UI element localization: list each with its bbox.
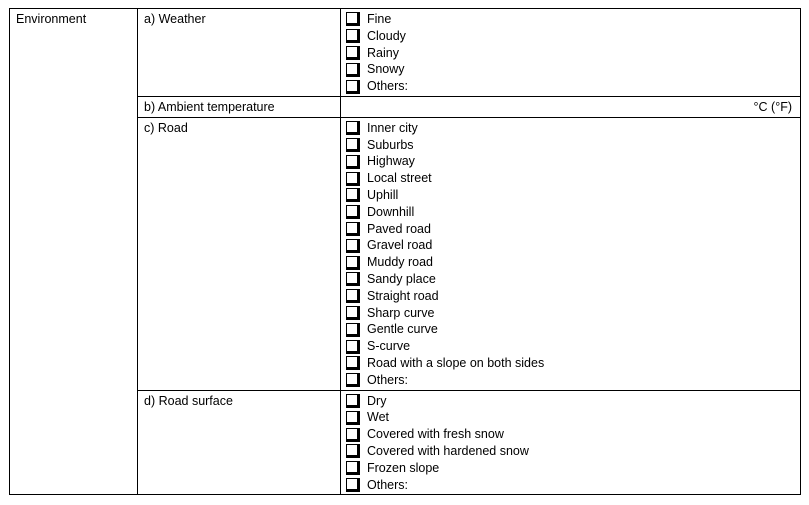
checkbox-label: Others: bbox=[367, 372, 408, 387]
checkbox-icon[interactable] bbox=[346, 411, 360, 425]
checkbox-option[interactable] bbox=[346, 61, 794, 78]
checkbox-icon[interactable] bbox=[346, 121, 360, 135]
weather-row bbox=[10, 9, 801, 97]
checkbox-label: Others: bbox=[367, 477, 408, 492]
checkbox-icon[interactable] bbox=[346, 256, 360, 270]
checkbox-label: Wet bbox=[367, 410, 389, 425]
checkbox-option[interactable] bbox=[346, 28, 794, 45]
checkbox-option[interactable] bbox=[346, 137, 794, 154]
checkbox-option[interactable] bbox=[346, 254, 794, 271]
checkbox-icon[interactable] bbox=[346, 289, 360, 303]
checkbox-option[interactable] bbox=[346, 426, 794, 443]
checkbox-label: Sandy place bbox=[367, 271, 436, 286]
checkbox-label: S-curve bbox=[367, 339, 411, 354]
checkbox-icon[interactable] bbox=[346, 63, 360, 77]
checkbox-option[interactable] bbox=[346, 120, 794, 137]
form-body bbox=[10, 9, 801, 495]
checkbox-option[interactable] bbox=[346, 393, 794, 410]
road-options bbox=[341, 117, 801, 390]
checkbox-icon[interactable] bbox=[346, 394, 360, 408]
checkbox-icon[interactable] bbox=[346, 306, 360, 320]
checkbox-option[interactable] bbox=[346, 443, 794, 460]
checkbox-icon[interactable] bbox=[346, 323, 360, 337]
checkbox-label: Covered with fresh snow bbox=[367, 427, 504, 442]
ambient-temperature-label: b) Ambient temperature bbox=[138, 96, 341, 117]
checkbox-icon[interactable] bbox=[346, 356, 360, 370]
checkbox-icon[interactable] bbox=[346, 428, 360, 442]
checkbox-option[interactable] bbox=[346, 78, 794, 95]
checkbox-label: Muddy road bbox=[367, 255, 434, 270]
ambient-temperature-field[interactable] bbox=[341, 96, 801, 117]
checkbox-icon[interactable] bbox=[346, 340, 360, 354]
checkbox-option[interactable] bbox=[346, 321, 794, 338]
checkbox-icon[interactable] bbox=[346, 478, 360, 492]
checkbox-label: Cloudy bbox=[367, 28, 406, 43]
checkbox-option[interactable] bbox=[346, 204, 794, 221]
checkbox-icon[interactable] bbox=[346, 12, 360, 26]
checkbox-label: Road with a slope on both sides bbox=[367, 355, 545, 370]
checkbox-option[interactable] bbox=[346, 187, 794, 204]
checkbox-option[interactable] bbox=[346, 372, 794, 389]
road-surface-options bbox=[341, 390, 801, 495]
checkbox-option[interactable] bbox=[346, 237, 794, 254]
checkbox-label: Dry bbox=[367, 393, 387, 408]
checkbox-label: Paved road bbox=[367, 221, 431, 236]
checkbox-label: Downhill bbox=[367, 204, 415, 219]
checkbox-option[interactable] bbox=[346, 170, 794, 187]
checkbox-option[interactable] bbox=[346, 288, 794, 305]
checkbox-icon[interactable] bbox=[346, 138, 360, 152]
temperature-unit: °C (°F) bbox=[753, 99, 792, 114]
checkbox-option[interactable] bbox=[346, 221, 794, 238]
checkbox-label: Rainy bbox=[367, 45, 399, 60]
checkbox-option[interactable] bbox=[346, 305, 794, 322]
checkbox-label: Snowy bbox=[367, 62, 405, 77]
checkbox-option[interactable] bbox=[346, 11, 794, 28]
checkbox-icon[interactable] bbox=[346, 46, 360, 60]
checkbox-icon[interactable] bbox=[346, 239, 360, 253]
checkbox-label: Highway bbox=[367, 154, 415, 169]
road-surface-label: d) Road surface bbox=[138, 390, 341, 495]
checkbox-label: Straight road bbox=[367, 288, 439, 303]
checkbox-icon[interactable] bbox=[346, 155, 360, 169]
checkbox-icon[interactable] bbox=[346, 272, 360, 286]
checkbox-option[interactable] bbox=[346, 355, 794, 372]
checkbox-icon[interactable] bbox=[346, 222, 360, 236]
checkbox-icon[interactable] bbox=[346, 80, 360, 94]
checkbox-label: Gravel road bbox=[367, 238, 433, 253]
road-label: c) Road bbox=[138, 117, 341, 390]
checkbox-option[interactable] bbox=[346, 477, 794, 494]
checkbox-icon[interactable] bbox=[346, 188, 360, 202]
checkbox-icon[interactable] bbox=[346, 172, 360, 186]
checkbox-option[interactable] bbox=[346, 45, 794, 62]
environment-form-table bbox=[9, 8, 801, 495]
checkbox-icon[interactable] bbox=[346, 444, 360, 458]
checkbox-label: Local street bbox=[367, 171, 432, 186]
checkbox-label: Suburbs bbox=[367, 137, 414, 152]
checkbox-icon[interactable] bbox=[346, 461, 360, 475]
checkbox-icon[interactable] bbox=[346, 205, 360, 219]
checkbox-option[interactable] bbox=[346, 460, 794, 477]
checkbox-option[interactable] bbox=[346, 153, 794, 170]
checkbox-label: Others: bbox=[367, 79, 408, 94]
checkbox-label: Inner city bbox=[367, 120, 418, 135]
category-label: Environment bbox=[10, 9, 138, 495]
checkbox-label: Gentle curve bbox=[367, 322, 438, 337]
checkbox-label: Frozen slope bbox=[367, 460, 440, 475]
weather-label: a) Weather bbox=[138, 9, 341, 97]
checkbox-label: Covered with hardened snow bbox=[367, 443, 529, 458]
checkbox-icon[interactable] bbox=[346, 29, 360, 43]
checkbox-label: Fine bbox=[367, 12, 392, 26]
checkbox-option[interactable] bbox=[346, 271, 794, 288]
checkbox-option[interactable] bbox=[346, 338, 794, 355]
checkbox-option[interactable] bbox=[346, 409, 794, 426]
weather-options bbox=[341, 9, 801, 97]
checkbox-label: Uphill bbox=[367, 187, 399, 202]
checkbox-icon[interactable] bbox=[346, 373, 360, 387]
checkbox-label: Sharp curve bbox=[367, 305, 435, 320]
